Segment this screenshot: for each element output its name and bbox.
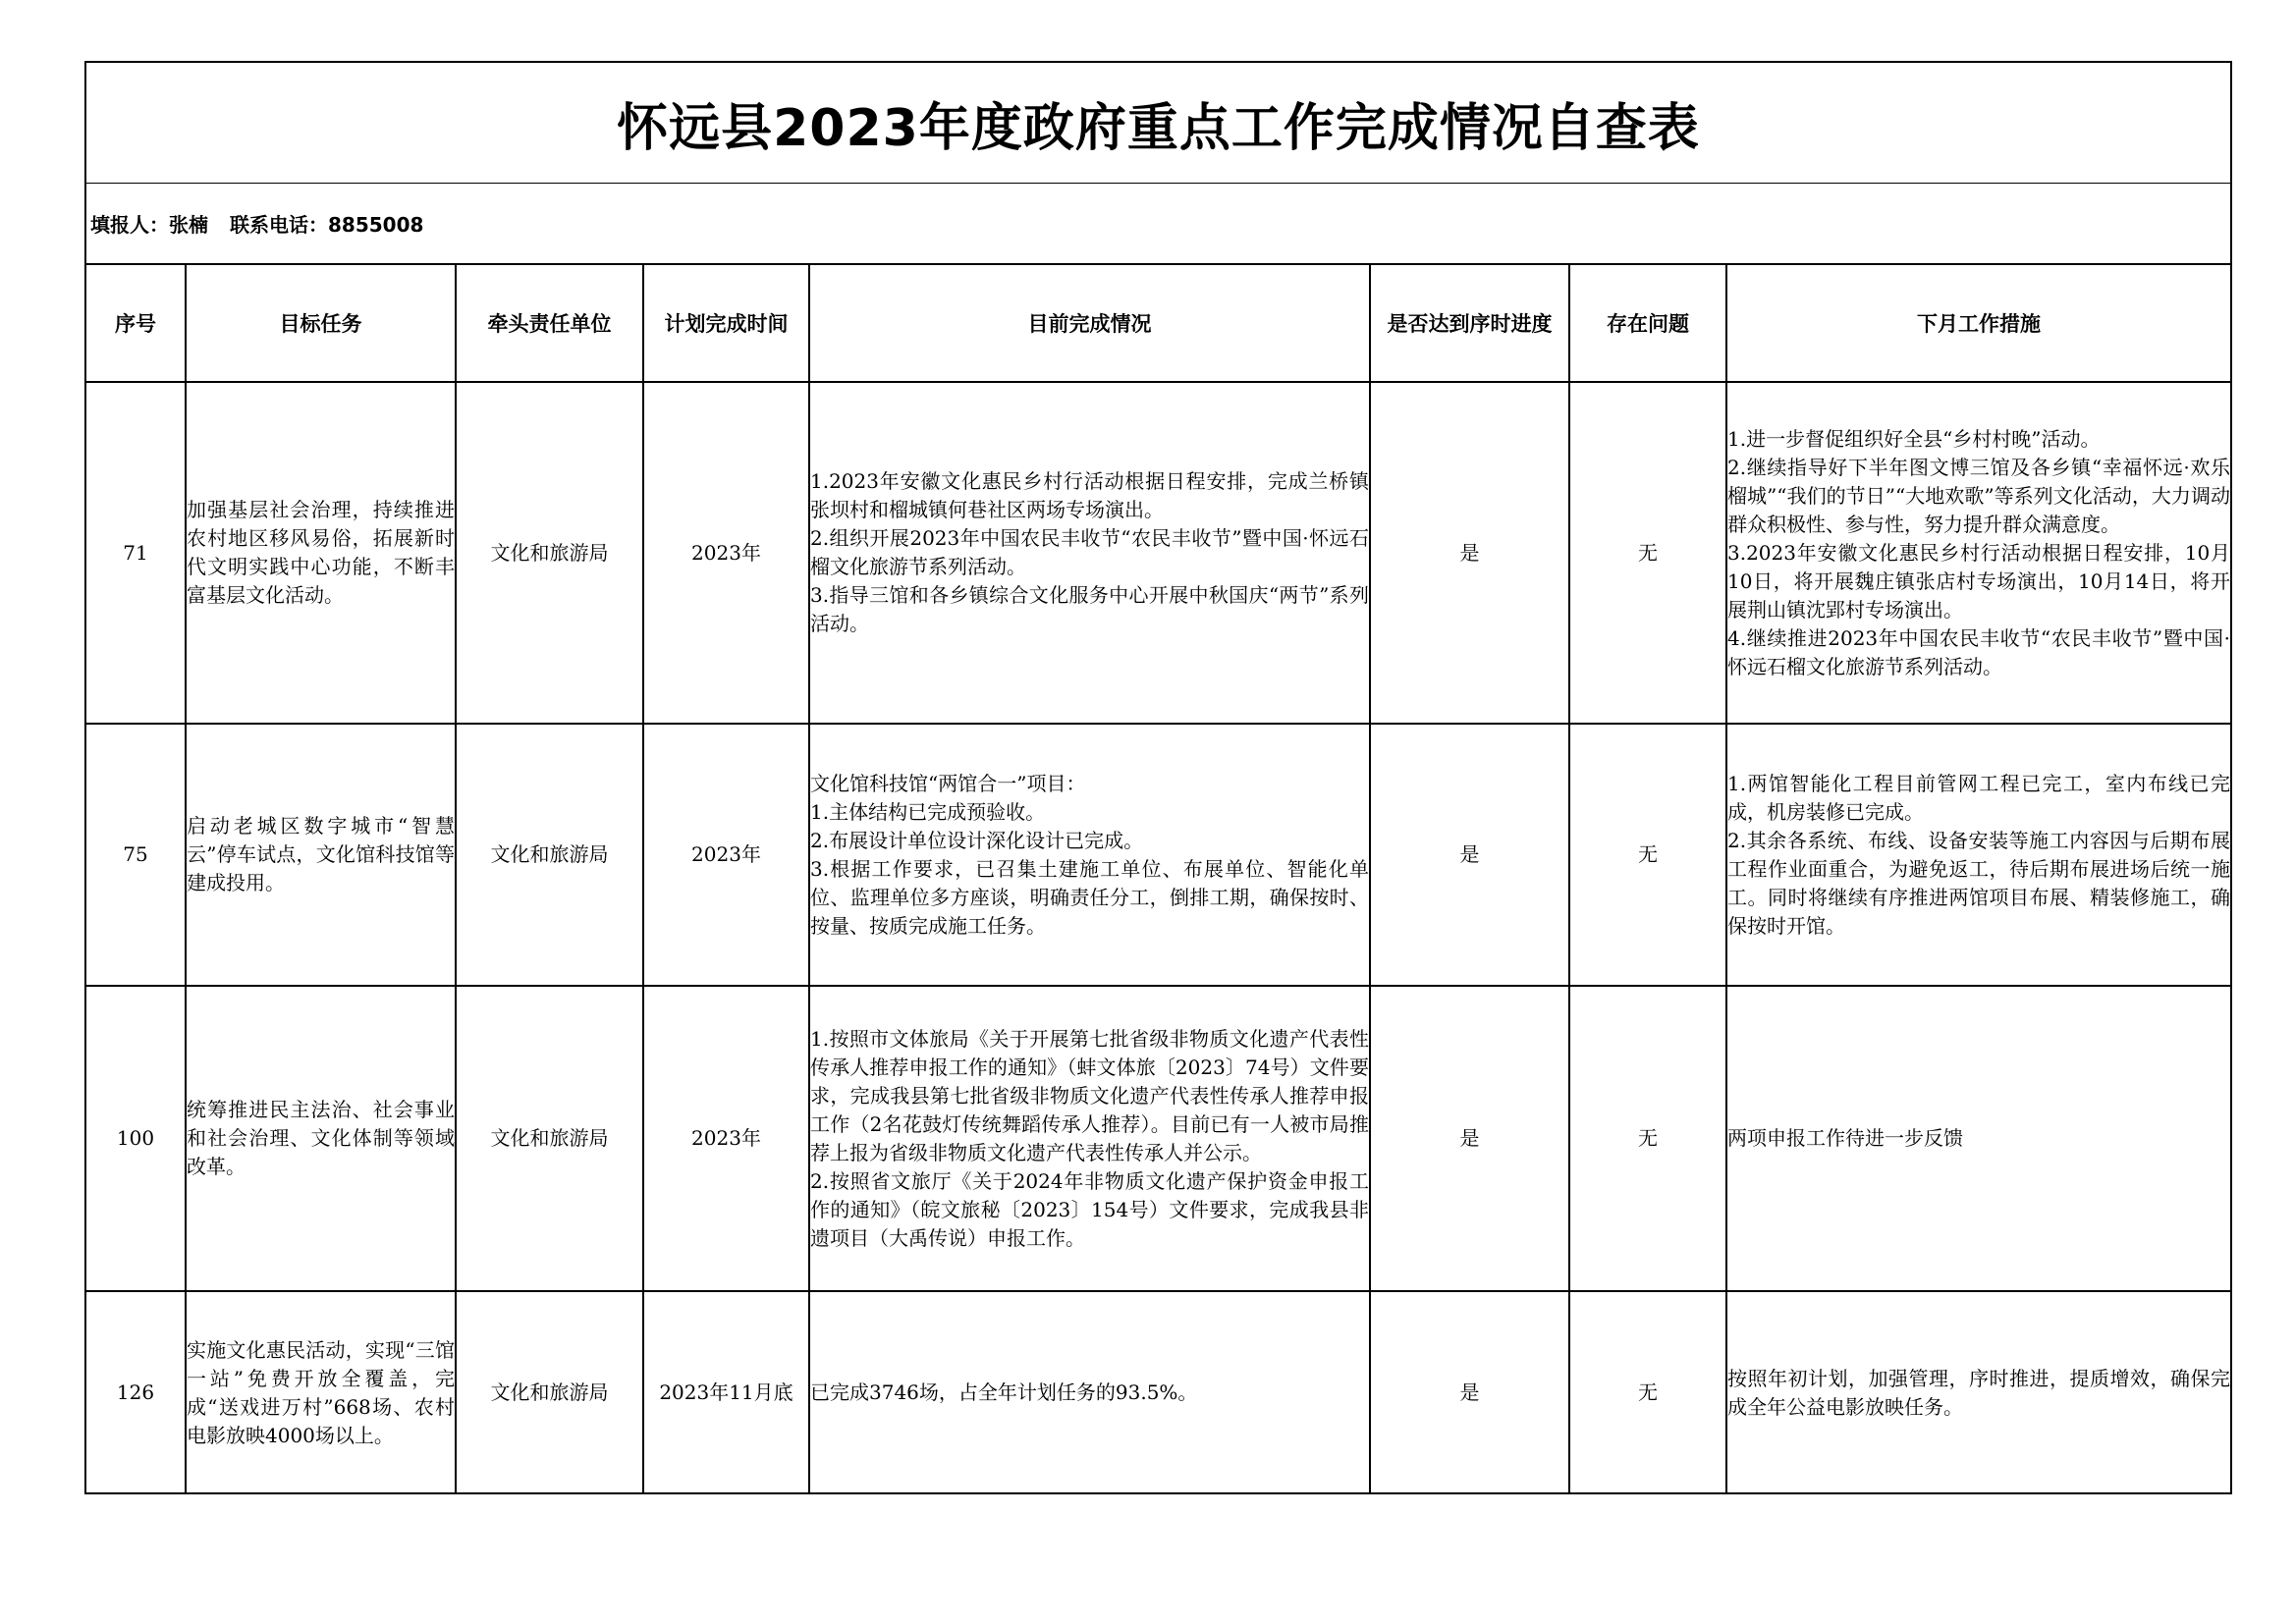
cell-next-steps (1726, 724, 2230, 986)
cell-issues: 无 (1569, 1291, 1726, 1493)
cell-no: 75 (86, 724, 186, 986)
cell-next-steps (1726, 382, 2230, 724)
header-issues: 存在问题 (1569, 265, 1726, 382)
cell-deadline: 2023年 (643, 724, 809, 986)
cell-next-steps (1726, 986, 2230, 1291)
cell-status-text: 已完成3746场，占全年计划任务的93.5%。 (810, 1380, 1198, 1404)
cell-unit: 文化和旅游局 (456, 986, 643, 1291)
header-status: 目前完成情况 (809, 265, 1370, 382)
cell-next-steps-text: 按照年初计划，加强管理，序时推进，提质增效，确保完成全年公益电影放映任务。 (1727, 1366, 2230, 1419)
cell-issues: 无 (1569, 382, 1726, 724)
reporter-info (86, 209, 445, 238)
cell-task (186, 724, 456, 986)
cell-task-text: 加强基层社会治理，持续推进农村地区移风易俗，拓展新时代文明实践中心功能，不断丰富基层文化活动。 (187, 498, 455, 607)
cell-task (186, 1291, 456, 1493)
cell-deadline: 2023年 (643, 986, 809, 1291)
cell-status (809, 1291, 1370, 1493)
cell-status-text: 文化馆科技馆“两馆合一”项目： 1.主体结构已完成预验收。 2.布展设计单位设计深化设计已完成。 3.根据工作要求，已召集土建施工单位、布展单位、智能化单位、监理单位多方座谈，明确责任分工，倒排工期，确保按时、按量、按质完成施工任务。 (810, 771, 1369, 938)
table-row (86, 724, 2230, 986)
table-row (86, 986, 2230, 1291)
cell-on-schedule: 是 (1370, 1291, 1569, 1493)
cell-task (186, 986, 456, 1291)
cell-status (809, 986, 1370, 1291)
cell-deadline: 2023年11月底 (643, 1291, 809, 1493)
cell-issues: 无 (1569, 724, 1726, 986)
cell-no: 126 (86, 1291, 186, 1493)
cell-unit: 文化和旅游局 (456, 1291, 643, 1493)
cell-next-steps (1726, 1291, 2230, 1493)
cell-task-text: 启动老城区数字城市“智慧云”停车试点，文化馆科技馆等建成投用。 (187, 814, 455, 894)
header-deadline: 计划完成时间 (643, 265, 809, 382)
task-table (86, 265, 2230, 1493)
reporter-row (86, 183, 2230, 265)
table-row (86, 1291, 2230, 1493)
cell-task-text: 统筹推进民主法治、社会事业和社会治理、文化体制等领域改革。 (187, 1098, 455, 1178)
cell-unit: 文化和旅游局 (456, 382, 643, 724)
cell-next-steps-text: 1.进一步督促组织好全县“乡村村晚”活动。 2.继续指导好下半年图文博三馆及各乡镇“幸福怀远·欢乐榴城”“我们的节日”“大地欢歌”等系列文化活动，大力调动群众积极性、参与性，努力提升群众满意度。 3.2023年安徽文化惠民乡村行活动根据日程安排，10月10日，将开展魏庄镇张店村专场演出，10月14日，将开展荆山镇沈郢村专场演出。 4.继续推进2023年中国农民丰收节“农民丰收节”暨中国·怀远石榴文化旅游节系列活动。 (1727, 426, 2230, 678)
cell-task (186, 382, 456, 724)
cell-status-text: 1.按照市文体旅局《关于开展第七批省级非物质文化遗产代表性传承人推荐申报工作的通知》（蚌文体旅〔2023〕74号）文件要求，完成我县第七批省级非物质文化遗产代表性传承人推荐申报工作（2名花鼓灯传统舞蹈传承人推荐）。目前已有一人被市局推荐上报为省级非物质文化遗产代表性传承人并公示。 2.按照省文旅厅《关于2024年非物质文化遗产保护资金申报工作的通知》（皖文旅秘〔2023〕154号）文件要求，完成我县非遗项目（大禹传说）申报工作。 (810, 1026, 1369, 1250)
cell-deadline: 2023年 (643, 382, 809, 724)
cell-status-text: 1.2023年安徽文化惠民乡村行活动根据日程安排，完成兰桥镇张坝村和榴城镇何巷社区两场专场演出。 2.组织开展2023年中国农民丰收节“农民丰收节”暨中国·怀远石榴文化旅游节系列活动。 3.指导三馆和各乡镇综合文化服务中心开展中秋国庆“两节”系列活动。 (810, 469, 1369, 635)
cell-next-steps-text: 两项申报工作待进一步反馈 (1727, 1126, 1963, 1150)
cell-task-text: 实施文化惠民活动，实现“三馆一站”免费开放全覆盖，完成“送戏进万村”668场、农村电影放映4000场以上。 (187, 1337, 455, 1447)
cell-status (809, 724, 1370, 986)
cell-no: 71 (86, 382, 186, 724)
cell-unit: 文化和旅游局 (456, 724, 643, 986)
cell-on-schedule: 是 (1370, 986, 1569, 1291)
reporter-phone: 联系电话：8855008 (230, 212, 424, 237)
self-check-sheet (84, 61, 2232, 1494)
header-no: 序号 (86, 265, 186, 382)
header-on-schedule: 是否达到序时进度 (1370, 265, 1569, 382)
cell-on-schedule: 是 (1370, 724, 1569, 986)
reporter-name: 填报人：张楠 (90, 212, 208, 237)
table-row (86, 382, 2230, 724)
cell-status (809, 382, 1370, 724)
header-task: 目标任务 (186, 265, 456, 382)
page-title: 怀远县2023年度政府重点工作完成情况自查表 (617, 98, 1700, 158)
header-unit: 牵头责任单位 (456, 265, 643, 382)
header-row (86, 265, 2230, 382)
cell-issues: 无 (1569, 986, 1726, 1291)
cell-next-steps-text: 1.两馆智能化工程目前管网工程已完工，室内布线已完成，机房装修已完成。 2.其余各系统、布线、设备安装等施工内容因与后期布展工程作业面重合，为避免返工，待后期布展进场后统一施工。同时将继续有序推进两馆项目布展、精装修施工，确保按时开馆。 (1727, 771, 2230, 938)
cell-on-schedule: 是 (1370, 382, 1569, 724)
title-row (86, 63, 2230, 184)
header-next-steps: 下月工作措施 (1726, 265, 2230, 382)
cell-no: 100 (86, 986, 186, 1291)
